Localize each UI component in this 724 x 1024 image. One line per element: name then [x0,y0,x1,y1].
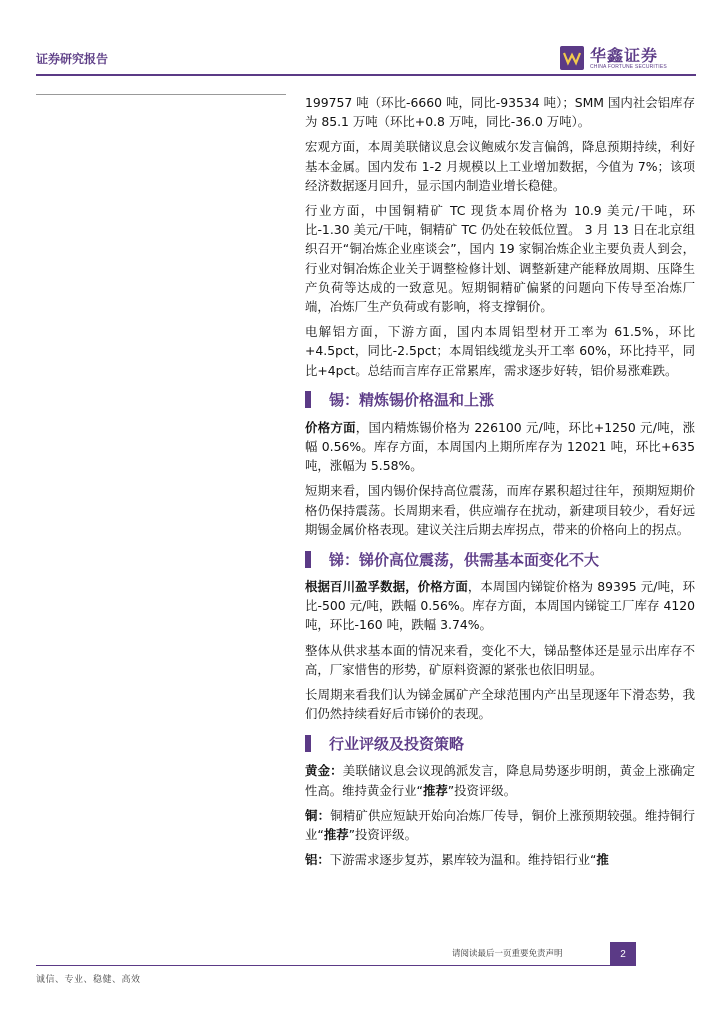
section-title: 锑：锑价高位震荡，供需基本面变化不大 [329,550,600,569]
logo-text: 华鑫证券 [590,46,659,65]
section-heading-tin [305,386,695,414]
paragraph: 短期来看，国内锡价保持高位震荡，而库存累积超过往年，预期短期价格仍保持震荡。长周期来看，供应端存在扰动，新建项目较少，看好远期锡金属价格表现。建议关注后期去库拐点，带来的价格向上的拐点。 [305,483,695,537]
paragraph: 行业方面，中国铜精矿 TC 现货本周价格为 10.9 美元/干吨，环比-1.30 美元/干吨，铜精矿 TC 仍处在较低位置。 3 月 13 日在北京组织召开“铜冶炼企业座谈会”，国内 19 家铜冶炼企业主要负责人到会，行业对铜冶炼企业关于调整检修计划、调整新建产能释放周期、压降生产负荷等达成的一致意见。短期铜精矿偏紧的问题向下传导至冶炼厂端，冶炼厂生产负荷或有影响，将支撑铜价。 [305,203,695,315]
report-type-label: 证券研究报告 [36,52,109,66]
paragraph [305,577,695,635]
lead-text: 根据百川盈孚数据，价格方面 [305,579,468,595]
disclaimer-note: 请阅读最后一页重要免责声明 [452,949,563,959]
section-heading-rating [305,729,695,757]
body-text: ，本周国内锑锭价格为 89395 元/吨，环比-500 元/吨，跌幅 0.56%。库存方面，本周国内锑锭工厂库存 4120 吨，环比-160 吨，跌幅 3.74%。 [305,579,696,633]
footer-divider [36,965,636,966]
lead-text: 价格方面 [305,419,356,435]
body-text: 下游需求逐步复苏，累库较为温和。维持铝行业“ [329,852,597,868]
lead-text: 黄金： [305,763,343,779]
page-number: 2 [610,942,636,966]
left-column-rule [36,94,286,95]
main-content [305,93,695,876]
paragraph: 长周期来看我们认为锑金属矿产全球范围内产出呈现逐年下滑态势，我们仍然持续看好后市锑价的表现。 [305,687,695,722]
logo-mark-icon [560,46,584,70]
section-marker [305,551,311,568]
paragraph: 199757 吨（环比-6660 吨，同比-93534 吨）；SMM 国内社会铝库存为 85.1 万吨（环比+0.8 万吨，同比-36.0 万吨）。 [305,95,695,130]
rating-word: 推荐 [422,782,448,798]
paragraph: 宏观方面，本周美联储议息会议鲍威尔发言偏鸽，降息预期持续，利好基本金属。国内发布 1-2 月规模以上工业增加数据，今值为 7%；该项经济数据逐月回升，显示国内制造业增长稳健。 [305,139,695,193]
company-motto: 诚信、专业、稳健、高效 [36,975,141,985]
rating-copper [305,806,695,844]
rating-gold [305,761,695,799]
logo-subtext: CHINA FORTUNE SECURITIES [590,64,667,70]
lead-text: 铜： [305,807,331,823]
section-heading-antimony [305,545,695,573]
rating-word: 推 [596,852,609,868]
rating-aluminum [305,850,695,869]
header-divider [36,74,696,76]
section-marker [305,391,311,408]
paragraph: 整体从供求基本面的情况来看，变化不大，锑品整体还是显示出库存不高，厂家惜售的形势，矿原料资源的紧张也依旧明显。 [305,642,695,677]
paragraph [305,418,695,476]
company-logo [560,42,690,76]
rating-word: 推荐 [323,827,349,843]
body-text: 铜精矿供应短缺开始向冶炼厂传导，铜价上涨预期较强。维持铜行业“ [305,807,696,843]
section-title: 行业评级及投资策略 [329,734,465,753]
section-marker [305,735,311,752]
body-text: ，国内精炼锡价格为 226100 元/吨，环比+1250 元/吨，涨幅 0.56%。库存方面，本周国内上期所库存为 12021 吨，环比+635 吨，涨幅为 5.58%。 [305,419,695,474]
paragraph: 电解铝方面，下游方面，国内本周铝型材开工率为 61.5%，环比+4.5pct，同比-2.5pct；本周铝线缆龙头开工率 60%，环比持平，同比+4pct。总结而言库存正常累库，需求逐步好转，铝价易涨难跌。 [305,324,695,378]
body-text: ”投资评级。 [447,782,517,798]
section-title: 锡：精炼锡价格温和上涨 [329,391,495,410]
body-text: 美联储议息会议现鸽派发言，降息局势逐步明朗，黄金上涨确定性高。维持黄金行业“ [305,763,696,798]
lead-text: 铝： [305,852,330,868]
body-text: ”投资评级。 [348,827,417,843]
